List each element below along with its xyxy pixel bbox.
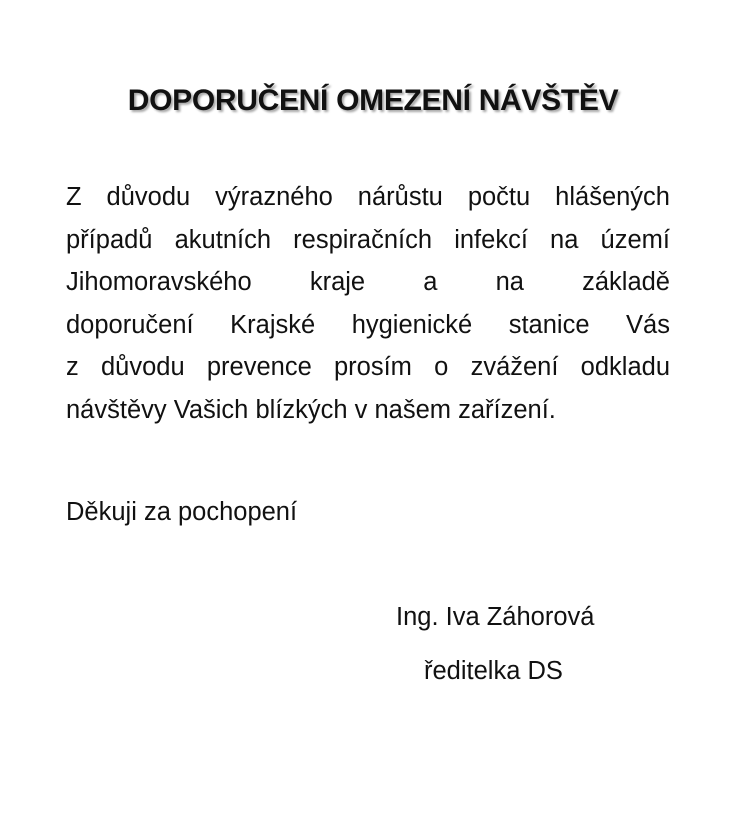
signatory-role: ředitelka DS (424, 657, 563, 685)
body-line: z důvodu prevence prosím o zvážení odkladu (66, 353, 670, 381)
notice-body (66, 176, 670, 431)
notice-title: DOPORUČENÍ OMEZENÍ NÁVŠTĚV (127, 84, 619, 117)
closing-text: Děkuji za pochopení (66, 498, 298, 526)
signatory-name: Ing. Iva Záhorová (396, 603, 595, 631)
body-line: případů akutních respiračních infekcí na území (66, 225, 670, 254)
body-line: návštěvy Vašich blízkých v našem zařízení. (66, 395, 556, 424)
body-line: Z důvodu výrazného nárůstu počtu hlášených (66, 183, 670, 211)
body-line: doporučení Krajské hygienické stanice Vás (66, 310, 670, 339)
body-line: Jihomoravského kraje a na základě (66, 268, 670, 296)
